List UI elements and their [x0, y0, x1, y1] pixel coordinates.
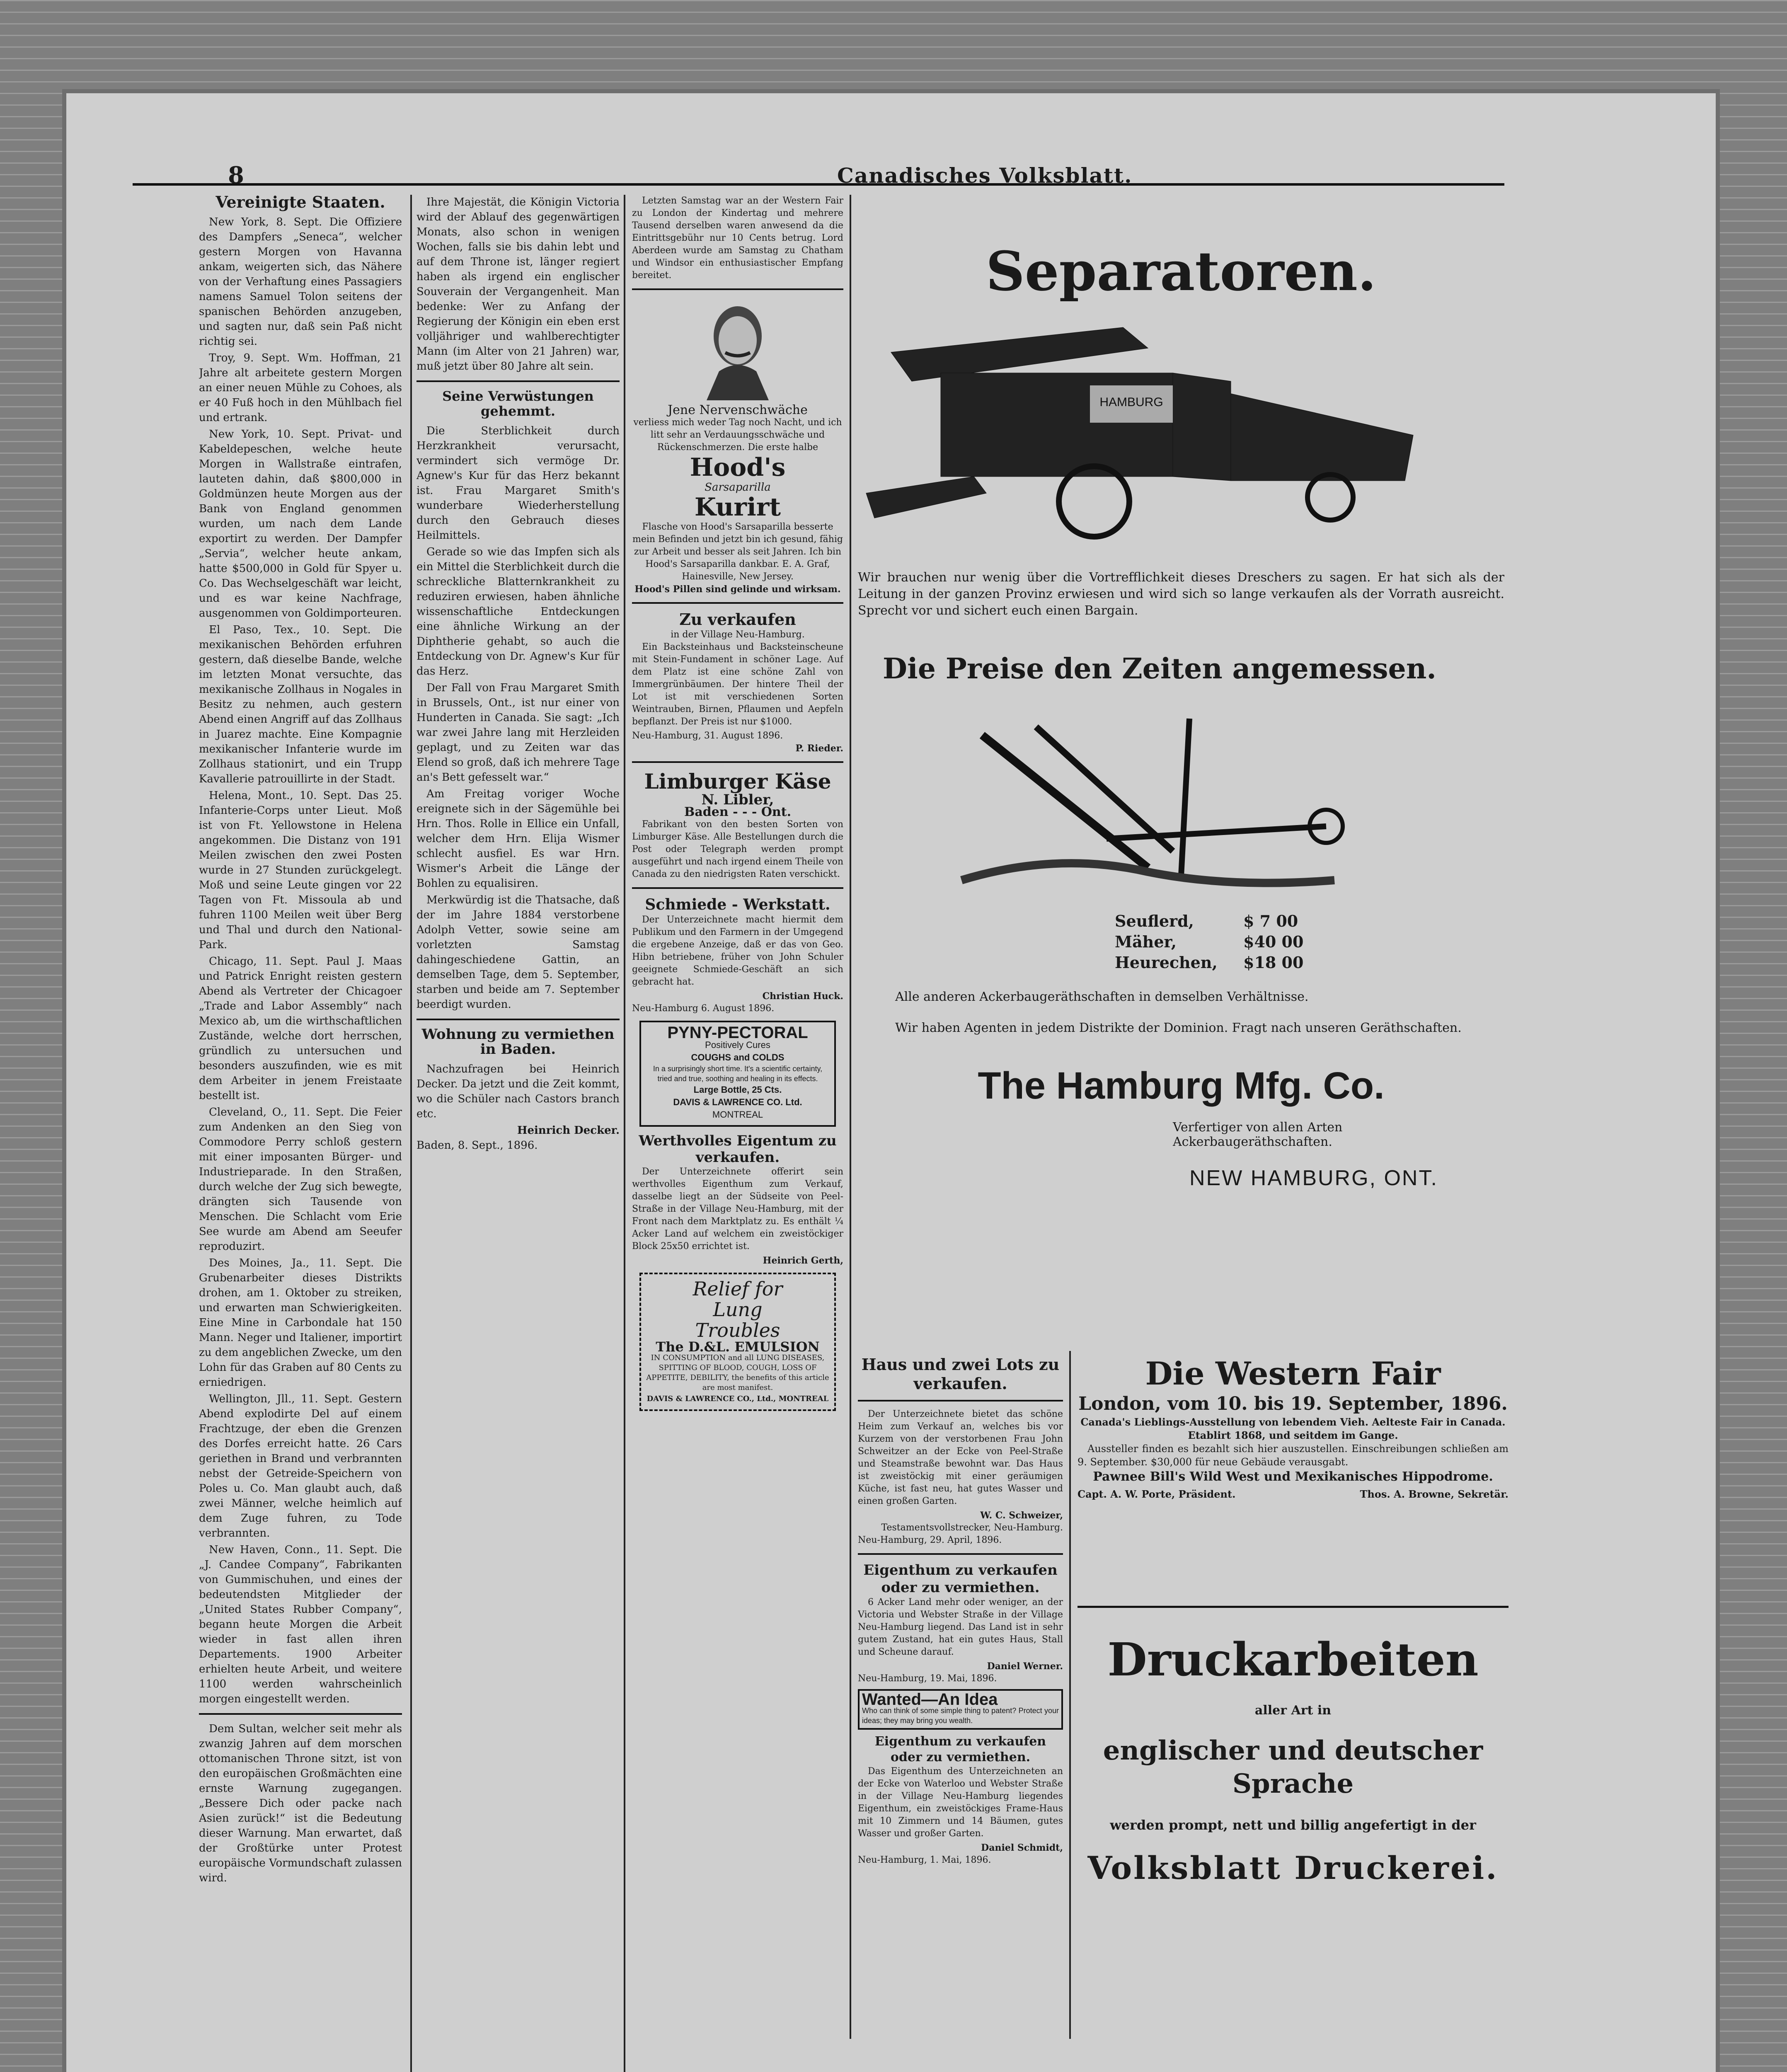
agents-text: Wir haben Agenten in jedem Distrikte der Dominion. Fragt nach unseren Geräthschaften.: [895, 1021, 1462, 1035]
other-tools-text: Alle anderen Ackerbaugeräthschaften in demselben Verhältnisse.: [895, 990, 1309, 1004]
eigentum-text: Der Unterzeichnete offerirt sein werthvolles Eigenthum zum Verkauf, dasselbe liegt an der Südseite von Peel-Straße in der Village Neu-Hamburg, mit der Front nach dem Marktplatz zu. Es enthält ¼ Acker Land auf welchem ein zweistöckiger Block 25x50 errichtet ist.: [632, 1167, 843, 1251]
hoods-brand-sub: Sarsaparilla: [705, 481, 771, 494]
fair-pawnee: Pawnee Bill's Wild West und Mexikanisches Hippodrome.: [1093, 1469, 1493, 1484]
divider: [632, 887, 843, 889]
column-rule: [850, 195, 851, 2039]
classifieds-column: [858, 1355, 1063, 2051]
page-header: [133, 162, 1504, 189]
fair-secretary: Thos. A. Browne, Sekretär.: [1360, 1488, 1509, 1500]
column-three: [632, 195, 843, 2051]
emulsion-brand: The D.&L. EMULSION: [656, 1339, 820, 1355]
pyny-text: In a surprisingly short time. It's a scientific certainty, tried and true, soothing and healing in its effects.: [653, 1065, 823, 1083]
article-paragraph: Merkwürdig ist die Thatsache, daß der im Jahre 1884 verstorbene Adolph Vetter, sowie seine am vorletzten Samstag dahingeschiedene Gattin, an demselben Tage, dem 5. September, starben und beide am 7. September beerdigt wurden.: [416, 894, 620, 1011]
news-item: Troy, 9. Sept. Wm. Hoffman, 21 Jahre alt arbeitete gestern Morgen an einer neuen Mühle zu Cohoes, als er 40 Fuß hoch in den Mühlbach fiel und ertrank.: [199, 352, 402, 424]
western-fair-ad: [1078, 1355, 1509, 1604]
price-row: Seuflerd, $ 7 00: [1115, 912, 1298, 930]
price-list: [1115, 911, 1504, 973]
pyny-company: DAVIS & LAWRENCE CO. Ltd.: [673, 1097, 802, 1107]
verkaufen-text: Ein Backsteinhaus und Backsteinscheune mit Stein-Fundament in schöner Lage. Auf dem Platz ist eine schöne Zahl von Immergrünbäumen. Der hintere Theil der Lot ist mit verschiedenen Sorten Weintrauben, Birnen, Pflaumen und Aepfeln bepflanzt. Der Preis ist nur $1000.: [632, 642, 843, 727]
fair-officers: [1078, 1488, 1509, 1501]
divider: [632, 602, 843, 604]
relief-line1: Relief for: [693, 1278, 783, 1300]
price-row: Mäher, $40 00: [1115, 932, 1304, 951]
column-vereinigte-staaten: [199, 195, 402, 2051]
pyny-title: PYNY-PECTORAL: [667, 1024, 808, 1042]
news-item: New York, 10. Sept. Privat- und Kabeldepeschen, welche heute Morgen in Wallstraße eintrafen, lauteten dahin, daß $800,000 in Goldmünzen heute Morgen aus der Bank von England genommen wurden, um nach dem Lande exportirt zu werden. Der Dampfer „Servia“, welcher heute ankam, hatte $500,000 in Gold für Spyer u. Co. Das Wechselgeschäft war leicht, und es war keine Nachfrage, ausgenommen von Goldimporteuren.: [199, 428, 402, 620]
article-paragraph: Gerade so wie das Impfen sich als ein Mittel die Sterblichkeit durch die schreckliche Blatternkrankheit zu reduziren erwiesen, haben ähnliche wissenschaftliche Entdeckungen eine ähnliche Wirkung an der Diphtherie gehabt, so auch die Entdeckung von Dr. Agnew's Kur für das Herz.: [416, 546, 620, 678]
schmiede-text: Der Unterzeichnete macht hiermit dem Publikum und den Farmern in der Umgegend die ergebene Anzeige, daß er das von Geo. Hibn betriebene, früher von John Schuler geeignete Schmiede-Geschäft an sich gebracht hat.: [632, 915, 843, 987]
eig3-sign: Daniel Schmidt,: [981, 1842, 1063, 1853]
eig3-text: Das Eigenthum des Unterzeichneten an der Ecke von Waterloo und Webster Straße in der Village Neu-Hamburg liegendes Eigenthum, ein zweistöckiges Frame-Haus mit 10 Zimmern und 14 Bäumen, gutes Wasser und großer Garten.: [858, 1766, 1063, 1839]
druckarbeiten-ad: [1078, 1624, 1509, 1997]
relief-line2: Lung: [713, 1298, 763, 1321]
fair-dates: London, vom 10. bis 19. September, 1896.: [1078, 1393, 1508, 1414]
pyny-sub2: COUGHS and COLDS: [691, 1052, 785, 1063]
news-item: Helena, Mont., 10. Sept. Das 25. Infanterie-Corps unter Lieut. Moß ist von Ft. Yellowstone in Helena angekommen. Die Distanz von 191 Meilen zwischen den zwei Posten wurde in 27 Stunden zurückgelegt. Moß und seine Leute gingen vor 22 Tagen von Ft. Missoula ab und fuhren 1100 Meilen weit über Berg und Thal und durch den National-Park.: [199, 789, 402, 951]
hamburg-mfg-ad: [858, 215, 1504, 1326]
divider: [416, 1019, 620, 1020]
news-item: Ihre Majestät, die Königin Victoria wird der Ablauf des gegenwärtigen Monats, also schon in wenigen Wochen, falls sie bis dahin lebt und auf dem Throne ist, länger regiert haben als irgend ein englischer Souverain der Vergangenheit. Man bedenke: Wer zu Anfang der Regierung der Königin ein eben erst volljähriger und wahlberechtigter Mann (im Alter von 21 Jahren) war, muß jetzt über 80 Jahre alt sein.: [416, 196, 620, 373]
wanted-ad: [858, 1689, 1063, 1730]
column-two: [416, 195, 620, 2051]
news-item: Letzten Samstag war an der Western Fair zu London der Kindertag und mehrere Tausend derselben waren anwesend da die Eintrittsgebühr nur 10 Cents betrug. Lord Aberdeen wurde am Samstag zu Chatham und Windsor ein enthusiastischer Empfang bereitet.: [632, 196, 843, 281]
column-rule: [410, 195, 412, 2072]
limburger-text: Fabrikant von den besten Sorten von Limburger Käse. Alle Bestellungen durch die Post oder Telegraph werden prompt ausgeführt und nach irgend einem Theile von Canada zu den niedrigsten Raten verschickt.: [632, 819, 843, 879]
separatoren-text: Wir brauchen nur wenig über die Vortrefflichkeit dieses Dreschers zu sagen. Er hat sich als der Leitung in der ganzen Provinz erwiesen und wird sich so lange verkaufen als der Vorrath ausreicht. Sprecht vor und sichert euch einen Bargain.: [858, 570, 1504, 618]
limburger-title: Limburger Käse: [644, 769, 831, 794]
haus-sign: W. C. Schweizer,: [980, 1510, 1063, 1521]
pyny-city: MONTREAL: [712, 1109, 763, 1120]
wanted-text: Who can think of some simple thing to patent? Protect your ideas; they may bring you wealth.: [862, 1706, 1059, 1725]
plough-illustration: [858, 702, 1504, 909]
schmiede-date: Neu-Hamburg 6. August 1896.: [632, 1003, 775, 1014]
fair-text: Aussteller finden es bezahlt sich hier auszustellen. Einschreibungen schließen am 9. September. $30,000 für neue Gebäude verausgabt.: [1078, 1443, 1509, 1468]
news-item: Cleveland, O., 11. Sept. Die Feier zum Andenken an den Sieg von Commodore Perry schloß gestern mit einer imposanten Bürger- und Industrieparade. In den Straßen, durch welche der Zug sich bewegte, drängten sich Tausende von Menschen. Die Schlacht vom Erie See wurde am Abend am Seeufer reproduzirt.: [199, 1106, 402, 1253]
druck-line3: werden prompt, nett und billig angefertigt in der: [1110, 1817, 1476, 1833]
newspaper-title: Canadisches Volksblatt.: [837, 163, 1133, 188]
verkaufen-sub: in der Village Neu-Hamburg.: [671, 629, 805, 640]
pyny-bottle: Large Bottle, 25 Cts.: [693, 1084, 782, 1095]
eig2-date: Neu-Hamburg, 19. Mai, 1896.: [858, 1673, 997, 1684]
article-paragraph: Die Sterblichkeit durch Herzkrankheit verursacht, vermindert sich vermöge Dr. Agnew's Kur für das Herz bekannt ist. Frau Margaret Smith's wunderbare Wiederherstellung durch den Gebrauch dieses Heilmittels.: [416, 425, 620, 542]
emulsion-ad: [639, 1273, 836, 1411]
druck-line2: englischer und deutscher Sprache: [1103, 1735, 1483, 1799]
news-item: Wellington, Jll., 11. Sept. Gestern Abend explodirte Del auf einem Frachtzuge, der eben die Grenzen des Dorfes erreicht hatte. 26 Cars geriethen in Brand und verbrannten nebst der Getreide-Speichern von Poles u. Co. Man glaubt auch, daß zwei Männer, welche heimlich auf dem Zuge fuhren, zu Tode verbrannten.: [199, 1393, 402, 1539]
news-item: New Haven, Conn., 11. Sept. Die „J. Candee Company“, Fabrikanten von Gummischuhen, und eines der bedeutendsten Mitglieder der „United States Rubber Company“, begann heute Morgen die Arbeit wieder in fast allen ihren Departements. 1900 Arbeiter erhielten heute Arbeit, und weitere 1100 werden wahrscheinlich morgen eingestellt werden.: [199, 1544, 402, 1705]
page-number: 8: [228, 162, 244, 189]
schmiede-title: Schmiede - Werkstatt.: [645, 896, 831, 913]
haus-text: Der Unterzeichnete bietet das schöne Heim zum Verkauf an, welches bis vor Kurzem von der verstorbenen Frau John Schweitzer an der Ecke von Peel-Straße und Steamstraße bewohnt war. Das Haus ist zweistöckig mit einer geräumigen Küche, ist fast neu, hat gutes Wasser und einen großen Garten.: [858, 1409, 1063, 1506]
haus-sign2: Testamentsvollstrecker, Neu-Hamburg.: [881, 1523, 1063, 1533]
news-item: Des Moines, Ja., 11. Sept. Die Grubenarbeiter dieses Distrikts drohen, am 1. Oktober zu streiken, und erwarten man Schwierigkeiten. Eine Mine in Carbondale hat 150 Mann. Neger und Italiener, importirt zu dem angeblichen Zwecke, um den Lohn für das Graben auf 80 Cents zu erniedrigen.: [199, 1257, 402, 1389]
divider: [1078, 1606, 1509, 1608]
eigentum-title: Werthvolles Eigentum zu verkaufen.: [639, 1133, 837, 1166]
verkaufen-sign: P. Rieder.: [795, 743, 843, 754]
article-paragraph: Am Freitag voriger Woche ereignete sich in der Sägemühle bei Hrn. Thos. Rolle in Ellice ein Unfall, welcher dem Hrn. Elija Wismer schlecht ausfiel. Es war Hrn. Wismer's Arbeit die Länge der Bohlen zu equalisiren.: [416, 788, 620, 890]
news-item: Chicago, 11. Sept. Paul J. Maas und Patrick Enright reisten gestern Abend als Vertreter der Chicagoer „Trade and Labor Assembly“ nach Mexico ab, um die wirthschaftlichen Zustände, welche dort herrschen, gründlich zu untersuchen und besonders auszufinden, wie es mit dem Arbeiter in jenem Freistaate bestellt ist.: [199, 955, 402, 1102]
fair-title: Die Western Fair: [1145, 1355, 1441, 1392]
ad-date: Baden, 8. Sept., 1896.: [416, 1139, 538, 1152]
fair-line: Canada's Lieblings-Ausstellung von lebendem Vieh. Aelteste Fair in Canada. Etablirt 1868, und seitdem im Gange.: [1080, 1416, 1506, 1441]
price-row: Heurechen, $18 00: [1115, 953, 1304, 972]
divider: [858, 1400, 1063, 1402]
company-sub: Verfertiger von allen Arten Ackerbaugeräthschaften.: [1173, 1120, 1343, 1149]
limburger-place: Baden - - - Ont.: [684, 805, 792, 819]
divider: [199, 1713, 402, 1715]
eigentum-sign: Heinrich Gerth,: [763, 1255, 843, 1266]
thresher-illustration: [858, 303, 1504, 559]
divider: [632, 288, 843, 290]
ad-signature: Heinrich Decker.: [517, 1124, 620, 1137]
separatoren-title: Separatoren.: [986, 240, 1377, 303]
section-heading: Vereinigte Staaten.: [216, 195, 385, 211]
divider: [858, 1553, 1063, 1555]
section-heading: Seine Verwüstungen gehemmt.: [442, 388, 594, 419]
haus-title: Haus und zwei Lots zu verkaufen.: [861, 1355, 1060, 1393]
hoods-ad: [632, 297, 843, 595]
eig2-title: Eigenthum zu verkaufen oder zu vermiethen.: [863, 1562, 1058, 1596]
verkaufen-title: Zu verkaufen: [679, 610, 796, 629]
pyny-pectoral-ad: [639, 1021, 836, 1127]
druck-line1: aller Art in: [1254, 1703, 1332, 1718]
column-rule: [1069, 1351, 1071, 2039]
article-paragraph: Der Fall von Frau Margaret Smith in Brussels, Ont., ist nur einer von Hunderten in Canada. Sie sagt: „Ich war zwei Jahre lang mit Herzleiden geplagt, und zu Zeiten war das Elend so groß, daß ich mehrere Tage an's Bett gefesselt war.“: [416, 682, 620, 784]
divider: [632, 761, 843, 763]
portrait-engraving: [696, 297, 779, 400]
eig2-sign: Daniel Werner.: [987, 1661, 1063, 1672]
column-rule: [624, 195, 625, 2072]
news-item: New York, 8. Sept. Die Offiziere des Dampfers „Seneca“, welcher gestern Morgen von Havanna ankam, weigerten sich, das Nähere von der Verhaftung eines Passagiers namens Samuel Tolon seitens der spanischen Behörden anzugeben, und sagten nur, daß sein Paß nicht richtig sei.: [199, 216, 402, 348]
hoods-text: verliess mich weder Tag noch Nacht, und ich litt sehr an Verdauungsschwäche und Rückenschmerzen. Die erste halbe: [633, 417, 842, 453]
schmiede-sign: Christian Huck.: [762, 991, 843, 1002]
ad-text: Nachzufragen bei Heinrich Decker. Da jetzt und die Zeit kommt, wo die Schüler nach Castors branch etc.: [416, 1063, 620, 1120]
news-item: El Paso, Tex., 10. Sept. Die mexikanischen Behörden erfuhren gestern, daß dieselbe Bande, welche im letzten Monat versuchte, das mexikanische Zollhaus in Nogales in Besitz zu nehmen, auch gestern Abend einen Angriff auf das Zollhaus in Juarez machte. Eine Kompagnie mexikanischer Infanterie wurde im Zollhaus stationirt, und ein Trupp Kavallerie patrouillirte in der Stadt.: [199, 624, 402, 785]
eig3-title: Eigenthum zu verkaufen oder zu vermiethen.: [874, 1734, 1046, 1765]
preise-heading: Die Preise den Zeiten angemessen.: [883, 652, 1436, 685]
hoods-text2: Flasche von Hood's Sarsaparilla besserte mein Befinden und jetzt bin ich gesund, fähig zur Arbeit und besser als seit Jahren. Ich bin Hood's Sarsaparilla dankbar. E. A. Graf, Hainesville, New Jersey.: [632, 522, 843, 582]
eig3-date: Neu-Hamburg, 1. Mai, 1896.: [858, 1855, 991, 1865]
wanted-title: Wanted—An Idea: [862, 1690, 998, 1709]
druck-line4: Volksblatt Druckerei.: [1087, 1849, 1499, 1886]
hoods-brand: Hood's: [690, 453, 786, 482]
eig2-text: 6 Acker Land mehr oder weniger, an der Victoria und Webster Straße in der Village Neu-Hamburg liegend. Das Land ist in sehr gutem Zustand, hat ein gutes Haus, Stall und Scheune darauf.: [858, 1597, 1063, 1657]
verkaufen-date: Neu-Hamburg, 31. August 1896.: [632, 731, 783, 741]
hoods-caption: Jene Nervenschwäche: [668, 403, 808, 417]
relief-line3: Troubles: [695, 1319, 780, 1341]
company-city: NEW HAMBURG, ONT.: [1189, 1166, 1438, 1190]
limburger-name: N. Libler,: [701, 792, 774, 808]
fair-president: Capt. A. W. Porte, Präsident.: [1078, 1488, 1236, 1500]
emulsion-text: IN CONSUMPTION and all LUNG DISEASES, SPITTING OF BLOOD, COUGH, LOSS OF APPETITE, DEBILITY, the benefits of this article are most manifest.: [646, 1353, 829, 1392]
emulsion-company: DAVIS & LAWRENCE CO., Ltd., MONTREAL: [647, 1394, 829, 1403]
machine-label: HAMBURG: [1099, 395, 1163, 409]
news-item: Dem Sultan, welcher seit mehr als zwanzig Jahren auf dem morschen ottomanischen Throne sitzt, ist von den europäischen Großmächten eine ernste Warnung zugegangen. „Bessere Dich oder packe nach Asien zurück!“ ist die Bedeutung dieser Warnung. Man erwartet, daß der Großtürke unter Protest europäische Vormundschaft zulassen wird.: [199, 1723, 402, 1884]
hoods-kurirt: Kurirt: [694, 493, 781, 522]
pyny-sub1: Positively Cures: [705, 1040, 770, 1050]
company-name: The Hamburg Mfg. Co.: [978, 1065, 1385, 1107]
druck-title: Druckarbeiten: [1107, 1633, 1479, 1686]
ad-heading: Wohnung zu vermiethen in Baden.: [421, 1026, 615, 1058]
divider: [416, 380, 620, 382]
hoods-pills: Hood's Pillen sind gelinde und wirksam.: [634, 584, 841, 595]
haus-date: Neu-Hamburg, 29. April, 1896.: [858, 1535, 1002, 1545]
